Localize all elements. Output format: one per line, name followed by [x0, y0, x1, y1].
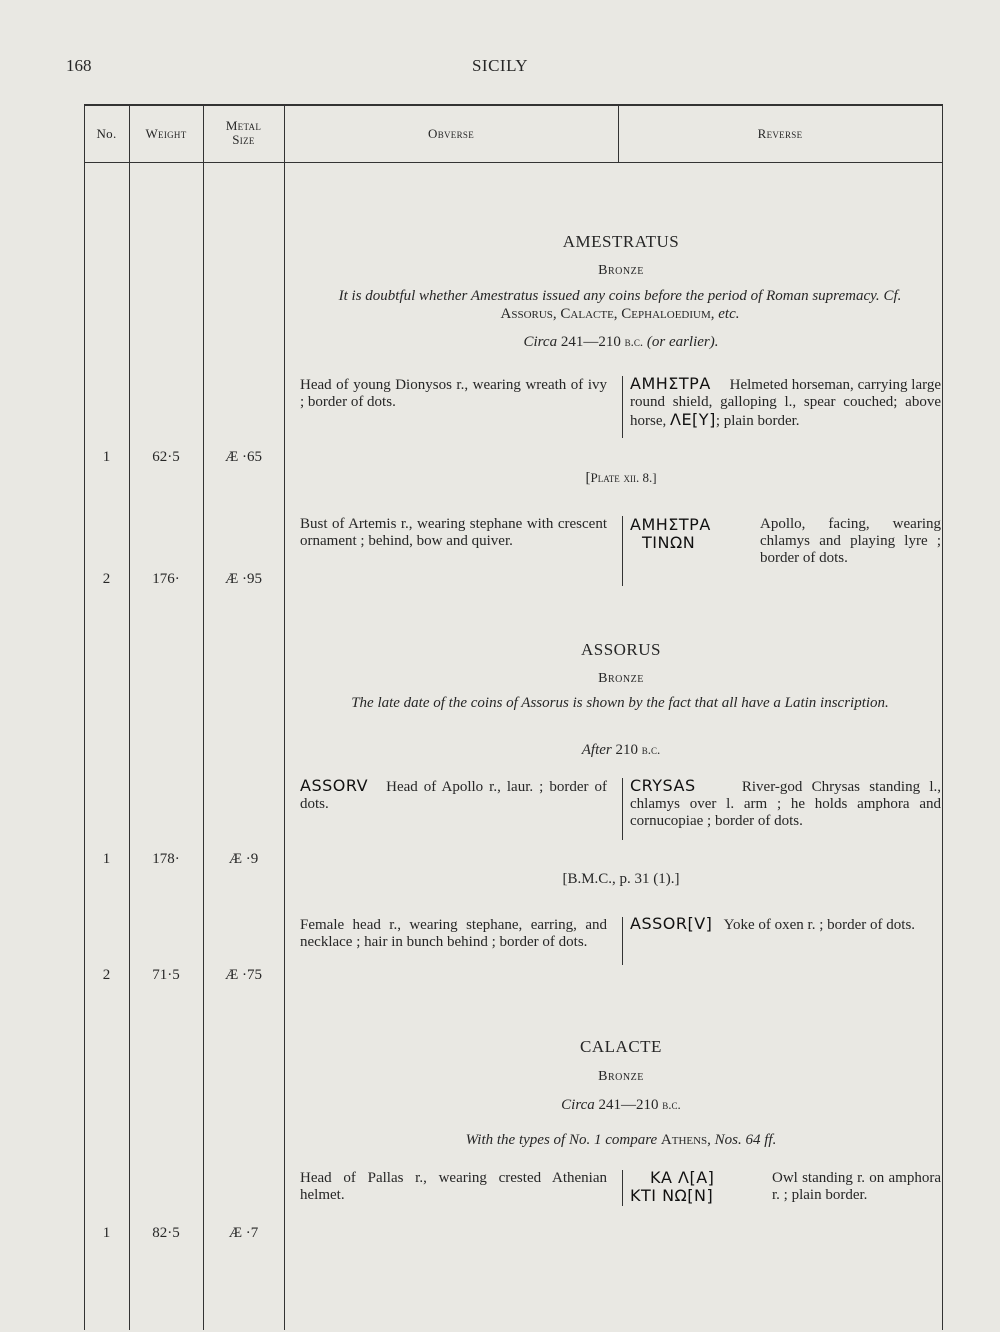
coin-number: 1 — [102, 851, 111, 867]
date-years: 241—210 — [560, 334, 621, 350]
section-date-amestratus — [300, 334, 942, 351]
coin-obverse — [300, 1170, 607, 1204]
section-note-assorus: The late date of the coins of Assorus is shown by the fact that all have a Latin inscription. — [351, 695, 889, 711]
section-title-amestratus: AMESTRATUS — [562, 232, 680, 251]
coin-weight: 178· — [152, 851, 180, 867]
obverse-text: Head of young Dionysos r., wearing wreath of ivy ; border of dots. — [300, 377, 607, 410]
reverse-legend-line1: ΚΑ Λ[Α] — [650, 1168, 715, 1187]
obverse-text: Female head r., wearing stephane, earring, and necklace ; hair in bunch behind ; border of dots. — [300, 917, 607, 950]
date-era: b.c. — [662, 1097, 681, 1112]
reverse-legend-line1: ΑΜΗΣΤΡΑ — [630, 515, 711, 534]
section-note-amestratus — [320, 287, 920, 323]
date-era: b.c. — [624, 334, 644, 349]
table-top-rule — [84, 104, 943, 106]
obverse-reverse-divider — [622, 376, 623, 438]
obverse-text: Bust of Artemis r., wearing stephane with crescent ornament ; behind, bow and quiver. — [300, 516, 607, 549]
header-weight: Weight — [145, 126, 187, 141]
date-era: b.c. — [641, 742, 661, 757]
obverse-reverse-divider — [622, 778, 623, 840]
note-refs: Assorus, Calacte, Cephaloedium, — [500, 306, 715, 322]
coin-number: 2 — [102, 571, 111, 587]
coin-obverse — [300, 377, 607, 411]
reverse-desc-1: Helmeted horseman, — [729, 377, 854, 393]
coin-reverse — [630, 777, 941, 830]
date-extra: (or earlier). — [646, 334, 719, 350]
reverse-description: Apollo, facing, wearing chlamys and playing lyre ; border of dots. — [760, 516, 941, 566]
reverse-description: Owl standing r. on amphora r. ; plain border. — [772, 1170, 941, 1203]
note-cf: Cf. — [883, 288, 902, 304]
header-bottom-rule — [84, 162, 943, 163]
running-head: SICILY — [471, 56, 529, 75]
coin-reverse — [630, 375, 941, 430]
reverse-legend-block — [630, 1169, 760, 1205]
coin-number: 2 — [102, 967, 111, 983]
reverse-desc-3: ; plain border. — [715, 413, 800, 429]
page-number: 168 — [66, 56, 92, 75]
reverse-legend-line2: ΚΤΙ ΝΩ[Ν] — [630, 1186, 714, 1205]
obverse-reverse-divider — [622, 1170, 623, 1206]
coin-number: 1 — [102, 1225, 111, 1241]
reverse-legend-block — [630, 516, 750, 552]
note-ref: Athens, — [660, 1132, 711, 1148]
column-divider-weight — [203, 104, 204, 1330]
coin-metal-size: Æ ·9 — [228, 851, 259, 867]
coin-weight: 62·5 — [152, 449, 180, 465]
column-divider-no — [129, 104, 130, 1330]
date-circa: Circa — [523, 334, 558, 350]
obverse-reverse-divider — [622, 516, 623, 586]
section-metal-assorus: Bronze — [598, 671, 644, 686]
coin-weight: 71·5 — [152, 967, 180, 983]
coin-metal-size: Æ ·65 — [224, 449, 263, 465]
plate-open: [ — [585, 470, 591, 486]
coin-metal-size: Æ ·7 — [228, 1225, 259, 1241]
header-no: No. — [96, 126, 117, 141]
reverse-description: Yoke of oxen r. ; border of dots. — [723, 917, 916, 933]
section-date-assorus — [300, 742, 942, 759]
coin-obverse — [300, 777, 607, 813]
coin-metal-size: Æ ·75 — [224, 967, 263, 983]
obverse-reverse-divider — [622, 917, 623, 965]
coin-reverse — [630, 915, 941, 934]
header-metal-line2: Size — [232, 132, 255, 147]
section-metal-calacte: Bronze — [598, 1069, 644, 1084]
reverse-legend: ASSOR[V] — [630, 914, 713, 933]
header-obverse: Obverse — [428, 126, 474, 141]
section-date-calacte — [300, 1097, 942, 1114]
table-right-border — [942, 104, 943, 1330]
reverse-monogram: ΛΕ[Υ] — [670, 410, 716, 429]
date-after: After — [581, 742, 612, 758]
plate-number: xii. 8.] — [623, 470, 657, 485]
section-metal-amestratus: Bronze — [598, 263, 644, 278]
column-divider-metal — [284, 104, 285, 1330]
section-title-calacte: CALACTE — [580, 1037, 662, 1056]
note-etc: etc. — [718, 306, 740, 322]
header-metal-line1: Metal — [225, 118, 262, 133]
coin-obverse — [300, 516, 607, 550]
coin-obverse — [300, 917, 607, 951]
reverse-legend: ΑΜΗΣΤΡΑ — [630, 374, 711, 393]
obverse-legend: ASSORV — [300, 776, 369, 795]
date-years: 210 — [615, 742, 638, 758]
header-metal — [203, 119, 284, 147]
reverse-legend-line2: ΤΙΝΩΝ — [642, 533, 696, 552]
section-title-assorus: ASSORUS — [580, 640, 662, 659]
note-ff: ff. — [764, 1132, 777, 1148]
header-reverse: Reverse — [757, 126, 803, 141]
obverse-text: Head of Apollo r., laur. ; border of dots. — [300, 779, 607, 812]
reverse-legend: CRYSAS — [630, 776, 696, 795]
date-circa: Circa — [561, 1097, 595, 1113]
date-years: 241—210 — [598, 1097, 659, 1113]
coin-metal-size: Æ ·95 — [224, 571, 263, 587]
table-left-border — [84, 104, 85, 1330]
plate-label: Plate — [590, 470, 620, 485]
note-text: It is doubtful whether Amestratus issued any coins before the period of Roman supremacy. — [338, 288, 880, 304]
plate-reference — [300, 470, 942, 487]
reverse-description: River-god Chrysas standing l., chlamys over l. arm ; he holds amphora and cornucopiae ; border of dots. — [630, 779, 941, 829]
coin-number: 1 — [102, 449, 111, 465]
coin-weight: 82·5 — [152, 1225, 180, 1241]
bmc-reference: [B.M.C., p. 31 (1).] — [562, 871, 680, 887]
section-note-calacte — [300, 1131, 942, 1149]
obverse-text: Head of Pallas r., wearing crested Athenian helmet. — [300, 1170, 607, 1203]
coin-weight: 176· — [152, 571, 180, 587]
note-text: With the types of No. 1 compare — [465, 1132, 658, 1148]
note-post: Nos. 64 — [714, 1132, 761, 1148]
reverse-desc-2: carrying large round shield, galloping l., spear couched; above horse, — [630, 377, 942, 429]
